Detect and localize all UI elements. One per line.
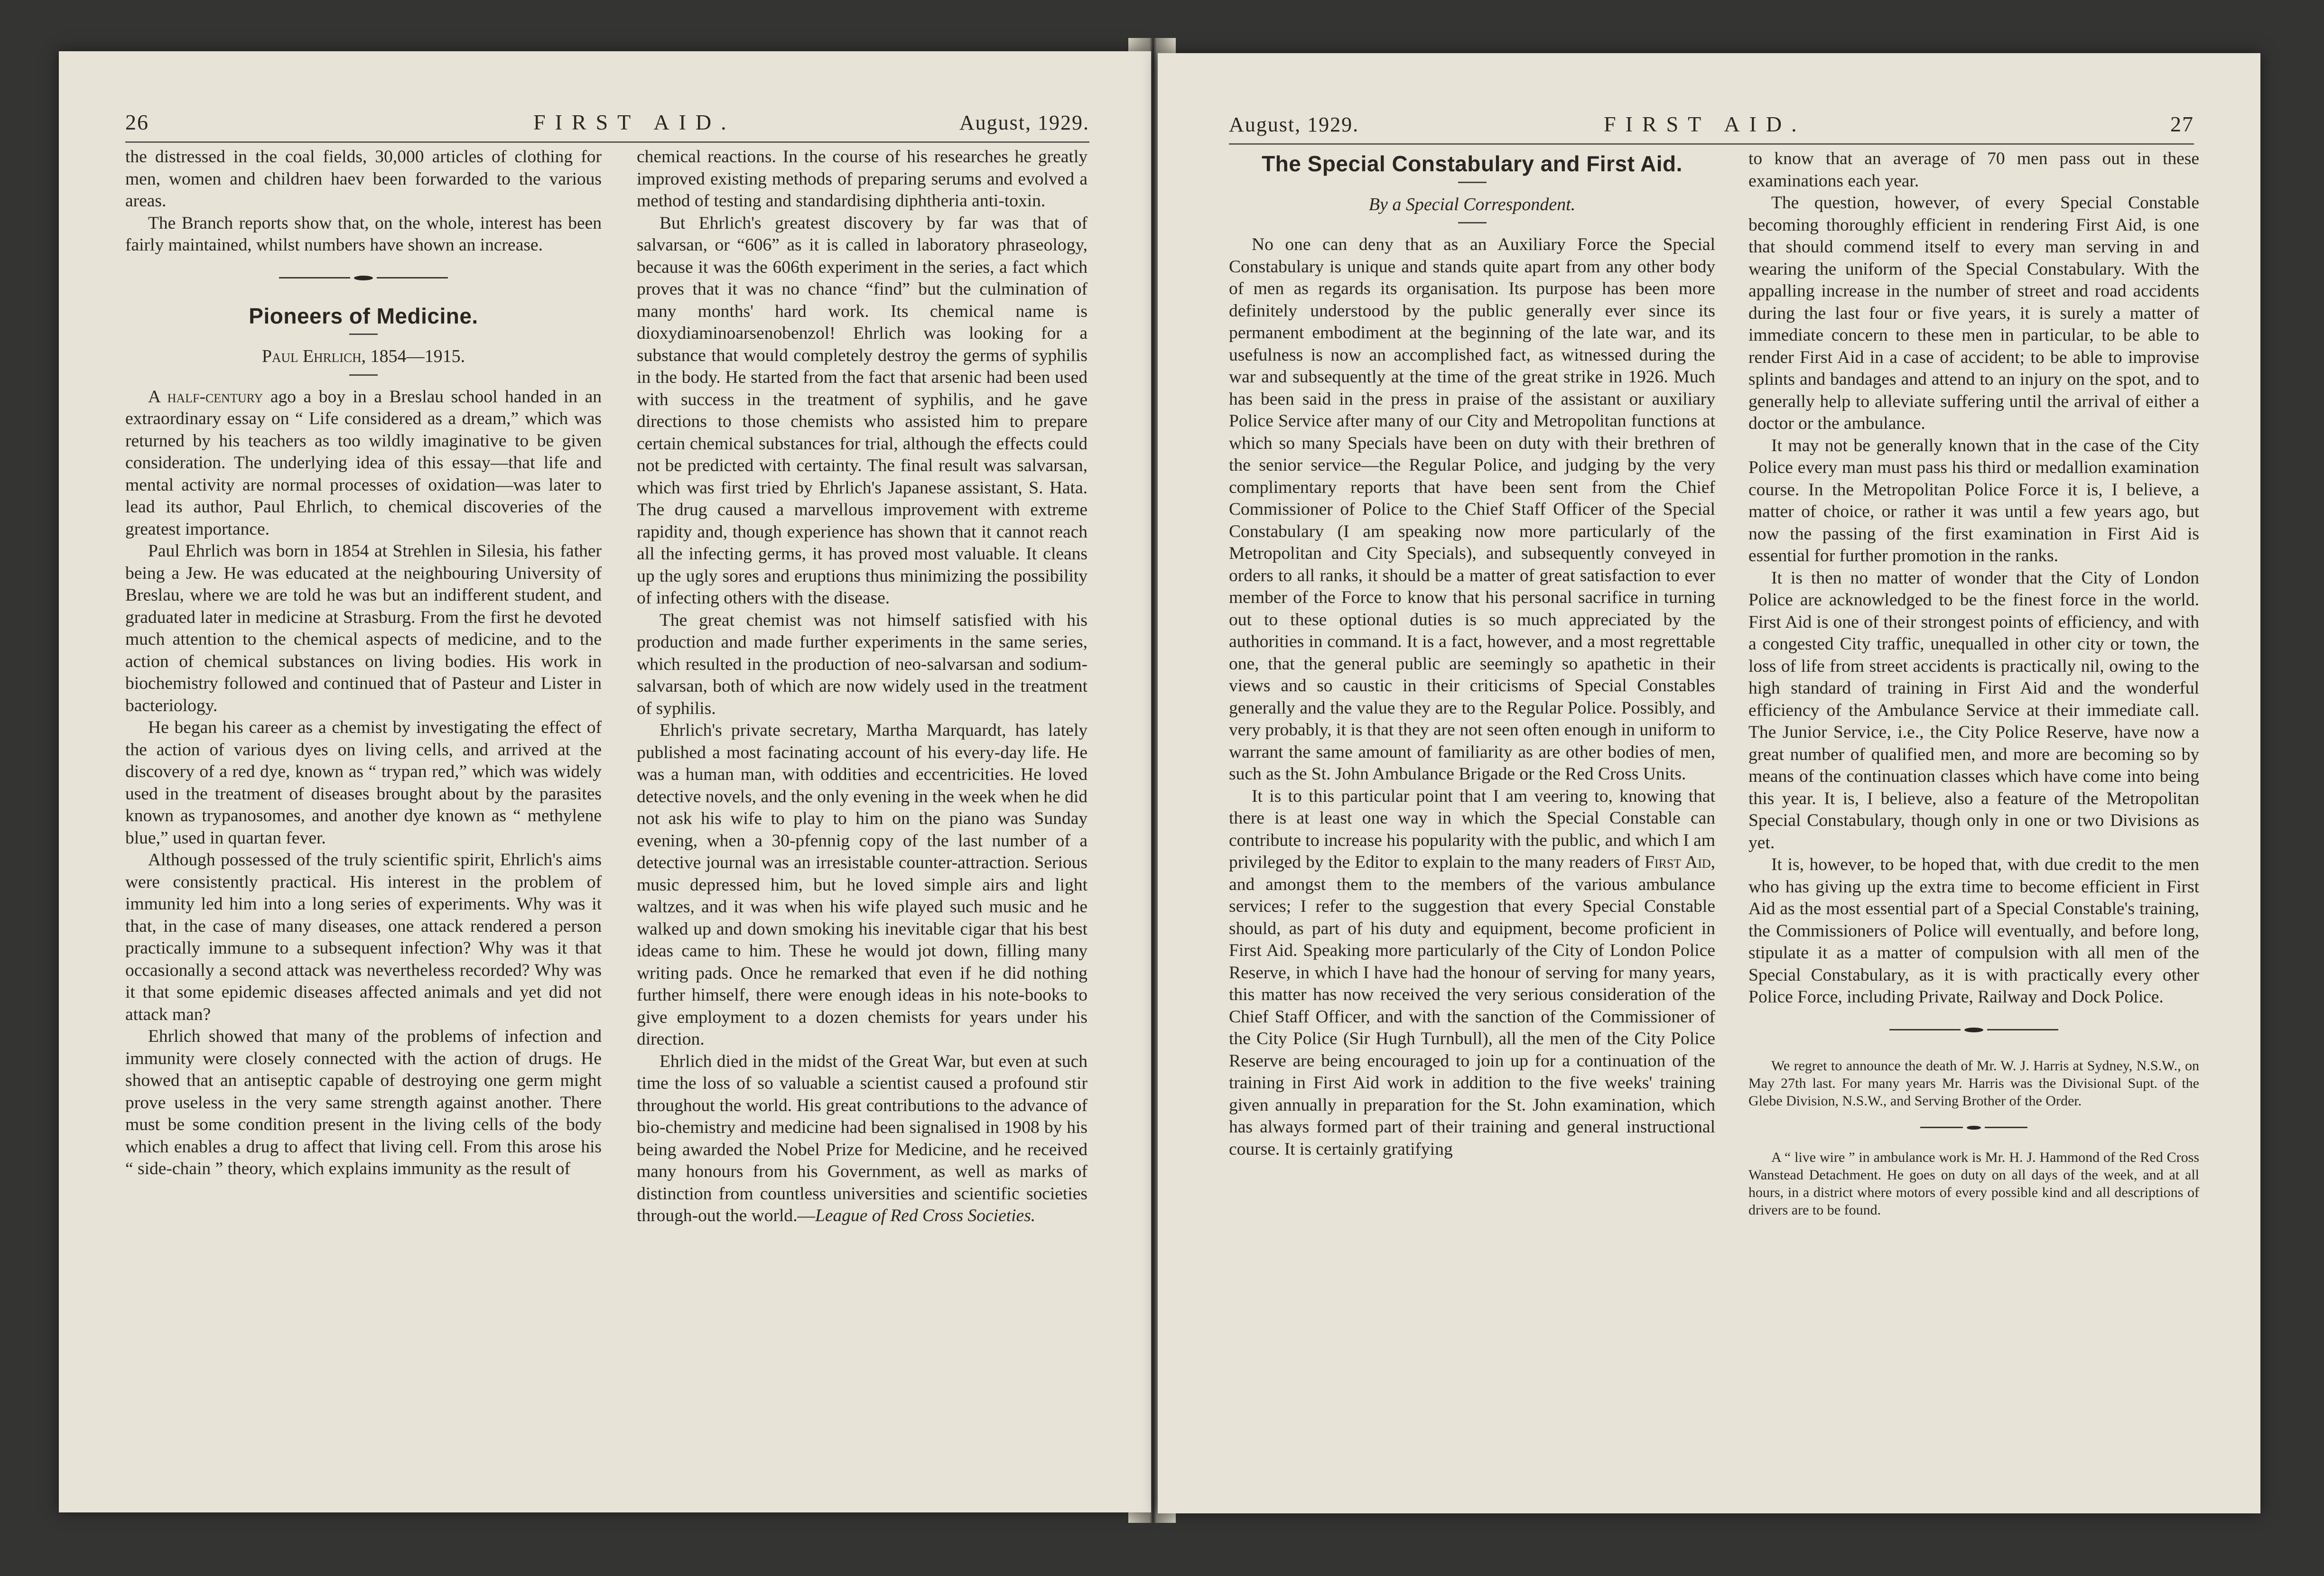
paragraph: The question, however, of every Special Constable becoming thoroughly efficient in rendering First Aid, is one that should commend itself to every man serving in and wearing the uniform of the Special Constabulary. With the appalling increase in the number of street and road accidents during the last four or five years, it is surely a matter of immediate concern to these men in particular, to be able to render First Aid in a case of accident; to be able to improvise splints and bandages and attend to an injury on the spot, and to generally help to alleviate suffering until the arrival of either a doctor or the ambulance. — [1748, 193, 2199, 433]
right-column-a — [1229, 148, 1715, 1480]
section-ornament — [125, 276, 602, 280]
paragraph — [125, 386, 602, 541]
paragraph: No one can deny that as an Auxiliary Force the Special Constabulary is unique and stands quite apart from any other body of men as regards its organisation. Its purpose has been more definitely understood by the public generally ever since its permanent embodiment at the beginning of the late war, and its usefulness is now an accomplished fact, as witnessed during the war and subsequently at the time of the great strike in 1926. Much has been said in the press in praise of the assistant or auxiliary Police Service after many of our City and Metropolitan functions at which so many Specials have been on duty with their brethren of the senior service—the Regular Police, and judging by the very complimentary reports that have been sent from the Chief Commissioner of Police to the Chief Staff Officer of the Special Constabulary (I am speaking now more particularly of the Metropolitan and City Specials), and subsequently conveyed in orders to all ranks, it should be a matter of great satisfaction to ever member of the Force to know that his personal sacrifice in turning out to these optional duties is so much appreciated by the authorities in command. It is a fact, however, and a most regrettable one, that the general public are seemingly so apathetic in their views and so caustic in their criticisms of Special Constables generally and the value they are to the Regular Police. Possibly, and very probably, it is that they are not seen often enough in uniform to warrant the same amount of familiarity as are other bodies of men, such as the St. John Ambulance Brigade or the Red Cross Units. — [1229, 235, 1715, 784]
section-ornament — [1748, 1126, 2199, 1130]
page-number: 26 — [125, 110, 149, 134]
paragraph — [637, 1051, 1088, 1227]
paragraph-text: , and amongst them to the members of the various ambulance services; I refer to the suggestion that every Special Constable should, as part of his duty and equipment, become proficient in First Aid. Speaking more particularly of the City of London Police Reserve, in which I have had the honour of serving for many years, this matter has now received the very serious consideration of the Chief Staff Officer, and with the sanction of the Commissioner of the City Police (Sir Hugh Turnbull), all the men of the City Police Reserve are being encouraged to join up for a continuation of the training in First Aid work in addition to the five weeks' training given annually in preparation for the St. John examination, which has always formed part of their training and general instructional course. It is certainly gratifying — [1229, 853, 1715, 1159]
paragraph: The Branch reports show that, on the whole, interest has been fairly maintained, whilst numbers have shown an increase. — [125, 213, 602, 255]
paragraph: But Ehrlich's greatest discovery by far was that of salvarsan, or “606” as it is called in laboratory phraseology, because it was the 606th experiment in the series, a fact which proves that it was no chance “find” but the culmination of many months' hard work. Its chemical name is dioxydiaminoarsenobenzol! Ehrlich was looking for a substance that would completely destroy the germs of syphilis in the body. He started from the fact that arsenic had been used with success in the treatment of syphilis, and he gave directions to those chemists who assisted him to prepare certain chemical substances for trial, although the effects could not be predicted with certainty. The final result was salvarsan, which was first tried by Ehrlich's Japanese assistant, S. Hata. The drug caused a marvellous improvement with extreme rapidity and, though experience has shown that it cannot reach all the infecting germs, it has proved most valuable. It cleans up the ugly sores and eruptions thus minimizing the possibility of infecting others with the disease. — [637, 213, 1088, 608]
right-column-b — [1748, 148, 2199, 1480]
news-notice: A “ live wire ” in ambulance work is Mr. H. J. Hammond of the Red Cross Wanstead Detachment. He goes on duty on all days of the week, and at all hours, in a district where motors of every possible kind and all descriptions of drivers are to be found. — [1748, 1149, 2199, 1218]
paragraph: Ehrlich's private secretary, Martha Marquardt, has lately published a most facinating account of his every-day life. He was a human man, with oddities and eccentricities. He loved detective novels, and the only evening in the week when he did not ask his wife to play to him on the piano was Sunday evening, when a 30-pfennig copy of the last number of a detective journal was an irresistable counter-attraction. Serious music depressed him, but he loved simple airs and light waltzes, and it was when his wife played such music and he walked up and down smoking his inevitable cigar that his best ideas came to him. These he would jot down, filling many writing pads. Once he remarked that even if he did nothing further himself, there were enough ideas in his note-books to give employment to a dozen chemists for years under his direction. — [637, 721, 1088, 1049]
article-byline: By a Special Correspondent. — [1368, 194, 1576, 214]
section-ornament — [1748, 1028, 2199, 1032]
lead-in: A half-century — [148, 387, 263, 407]
issue-date: August, 1929. — [959, 111, 1089, 134]
right-page — [1158, 53, 2260, 1513]
paragraph: He began his career as a chemist by investigating the effect of the action of various dyes on living cells, and arrived at the discovery of a red dye, known as “ trypan red,” which was widely used in the treatment of diseases brought about by the parasites known as trypanosomes, and another dye known as “ methylene blue,” used in quartan fever. — [125, 718, 602, 848]
paragraph-text: It is to this particular point that I am veering to, knowing that there is at least one way in which the Special Constable can contribute to increase his popularity with the public, and which I am privileged by the Editor to explain to the many readers of — [1229, 786, 1715, 872]
paragraph: It is, however, to be hoped that, with due credit to the men who has giving up the extra time to become efficient in First Aid as the most essential part of a Special Constable's training, the Commissioners of Police will eventually, and before long, stipulate it as a matter of compulsion with all men of the Special Constabulary, as it is with practically every other Police Force, including Private, Railway and Dock Police. — [1748, 855, 2199, 1007]
paragraph: the distressed in the coal fields, 30,000 articles of clothing for men, women and children haev been forwarded to the various areas. — [125, 147, 602, 211]
page-number: 27 — [2170, 112, 2194, 136]
article-heading: The Special Constabulary and First Aid. — [1262, 151, 1683, 176]
paragraph: The great chemist was not himself satisfied with his production and made further experiments in the same series, which resulted in the production of neo-salvarsan and sodium-salvarsan, both of which are now widely used in the treatment of syphilis. — [637, 610, 1088, 718]
journal-title: FIRST AID. — [533, 110, 736, 134]
left-column-a — [125, 146, 602, 1479]
running-head-right — [1229, 101, 2194, 145]
divider — [349, 374, 378, 376]
article-byline: Paul Ehrlich, 1854—1915. — [261, 346, 465, 366]
article-heading: Pioneers of Medicine. — [249, 303, 478, 328]
journal-title: FIRST AID. — [1604, 112, 1806, 136]
divider — [349, 334, 378, 335]
paragraph: It may not be generally known that in the case of the City Police every man must pass his third or medallion examination course. In the Metropolitan Police Force it is, I believe, a matter of choice, or rather it was until a few years ago, but now the passing of the first examination in First Aid is essential for further promotion in the ranks. — [1748, 436, 2199, 566]
source-credit: League of Red Cross Societies. — [815, 1206, 1036, 1225]
paragraph-text: Ehrlich died in the midst of the Great War, but even at such time the loss of so valuable a scientist caused a profound stir throughout the world. His great contributions to the advance of bio-chemistry and medicine had been signalised in 1908 by his being awarded the Nobel Prize for Medicine, and he received many honours from his Government, as well as marks of distinction from countless universities and scientific societies through-out the world.— — [637, 1051, 1088, 1225]
obituary-notice: We regret to announce the death of Mr. W. J. Harris at Sydney, N.S.W., on May 27th last. For many years Mr. Harris was the Divisional Supt. of the Glebe Division, N.S.W., and Serving Brother of the Order. — [1748, 1057, 2199, 1109]
left-page — [59, 51, 1151, 1512]
divider — [1458, 182, 1487, 183]
left-column-b — [637, 146, 1088, 1479]
paragraph: to know that an average of 70 men pass out in these examinations each year. — [1748, 149, 2199, 191]
paragraph — [1229, 786, 1715, 1161]
paragraph: Paul Ehrlich was born in 1854 at Strehlen in Silesia, his father being a Jew. He was educated at the neighbouring University of Breslau, where we are told he was but an indifferent student, and graduated later in medicine at Strasburg. From the first he devoted much attention to the chemical aspects of medicine, and to the action of chemical substances on living bodies. His work in biochemistry followed and continued that of Pasteur and Lister in bacteriology. — [125, 541, 602, 715]
paragraph: chemical reactions. In the course of his researches he greatly improved existing methods of preparing serums and evolved a method of testing and standardising diphtheria anti-toxin. — [637, 147, 1088, 211]
paragraph: Ehrlich showed that many of the problems of infection and immunity were closely connected with the action of drugs. He showed that an antiseptic capable of destroying one germ might prove useless in the very same strength against another. There must be some condition present in the living cells of the body which enables a drug to affect that living cell. From this arose his “ side-chain ” theory, which explains immunity as the result of — [125, 1027, 602, 1178]
paragraph: It is then no matter of wonder that the City of London Police are acknowledged to be the finest force in the world. First Aid is one of their strongest points of efficiency, and with a congested City traffic, unequalled in other city or town, the loss of life from street accidents is practically nil, owing to the high standard of training in First Aid and the wonderful efficiency of the Ambulance Service at their immediate call. The Junior Service, i.e., the City Police Reserve, have now a great number of qualified men, and more are becoming so by means of the continuation classes which have come into being this year. It is, I believe, also a feature of the Metropolitan Special Constabulary, though only in one or two Divisions as yet. — [1748, 568, 2199, 853]
journal-name: First Aid — [1645, 853, 1711, 872]
paragraph: Although possessed of the truly scientific spirit, Ehrlich's aims were consistently practical. His interest in the problem of immunity led him into a long series of experiments. Why was it that, in the case of many diseases, one attack rendered a person practically immune to a subsequent infection? Why was it that occasionally a second attack was nevertheless recorded? Why was it that some epidemic diseases affected animals and yet did not attack man? — [125, 850, 602, 1024]
paragraph-text: ago a boy in a Breslau school handed in an extraordinary essay on “ Life considered as a dream,” which was returned by his teachers as too wildly imaginative to be given consideration. The underlying idea of this essay—that life and mental activity are normal processes of oxidation—was later to lead its author, Paul Ehrlich, to chemical discoveries of the greatest importance. — [125, 387, 602, 539]
issue-date: August, 1929. — [1229, 113, 1359, 136]
divider — [1458, 222, 1487, 223]
running-head-left — [125, 99, 1089, 143]
